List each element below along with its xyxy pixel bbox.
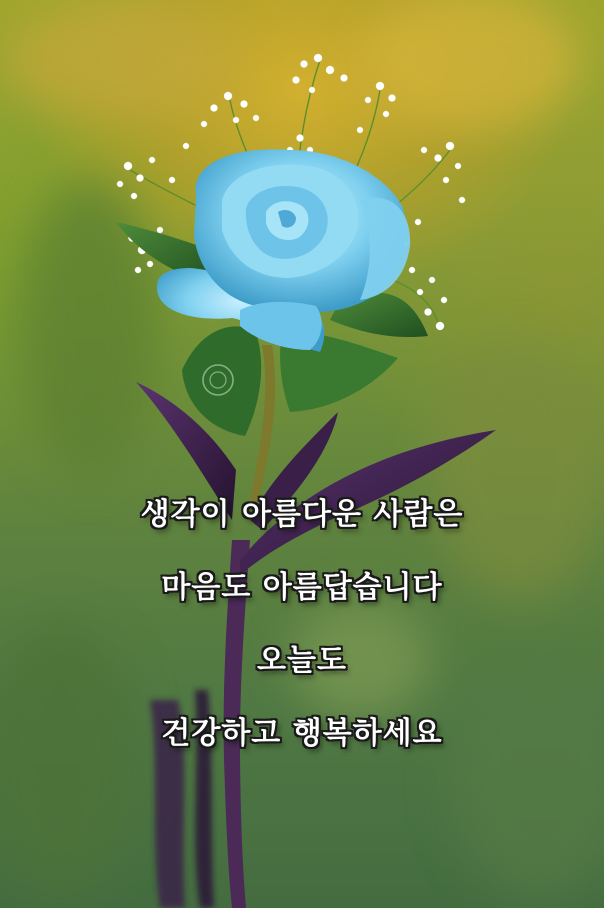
greeting-line-4: 건강하고 행복하세요 [161, 716, 443, 751]
greeting-line-3: 오늘도 [257, 643, 347, 678]
greeting-message [0, 495, 604, 754]
rose-leaf-lower-left [182, 326, 261, 436]
greeting-line-2: 마음도 아름답습니다 [161, 570, 443, 605]
greeting-line-1: 생각이 아름다운 사람은 [140, 497, 464, 532]
